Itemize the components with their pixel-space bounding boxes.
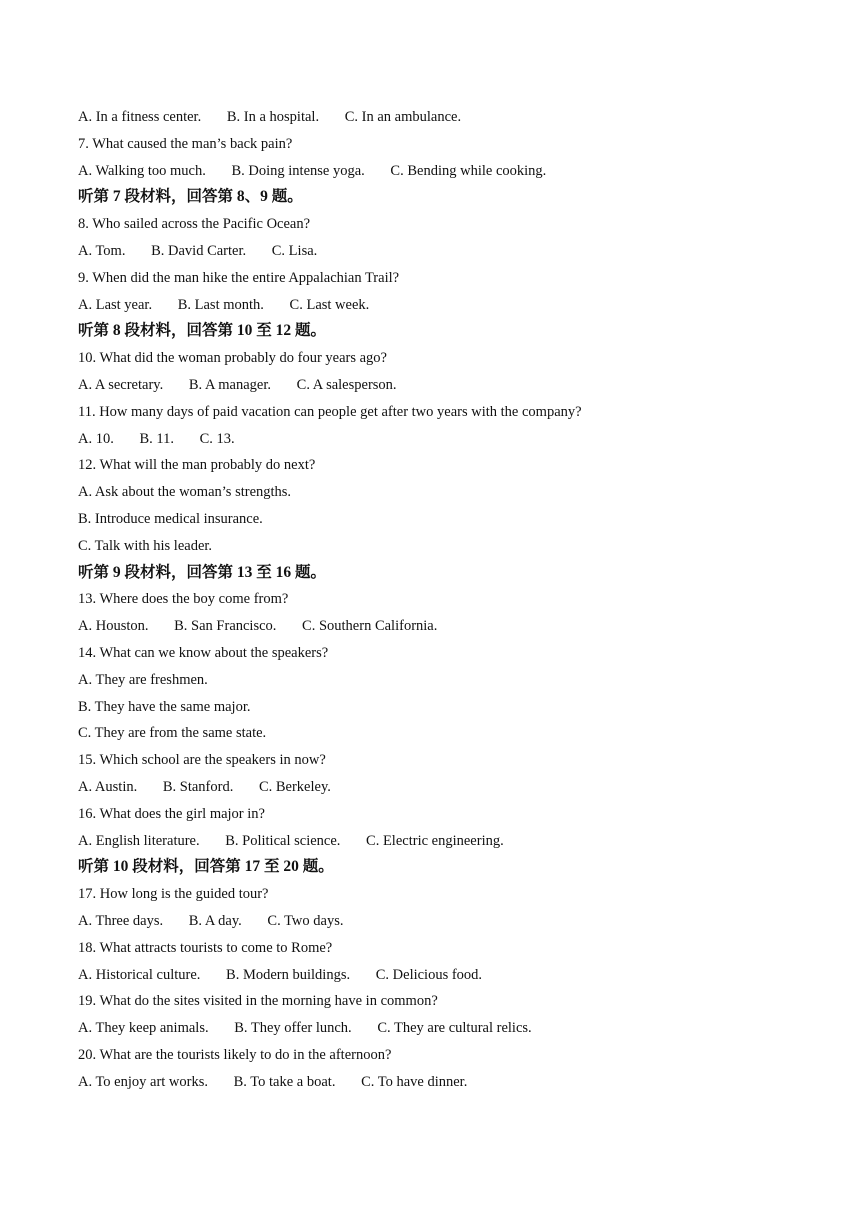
q18-option-b: B. Modern buildings. — [226, 966, 351, 983]
q13-question: 13. Where does the boy come from? — [78, 591, 289, 608]
q14-option-c: C. They are from the same state. — [78, 725, 267, 742]
q20-question: 20. What are the tourists likely to do in the afternoon? — [78, 1046, 392, 1063]
q11-option-c: C. 13. — [199, 430, 235, 447]
q15-option-a: A. Austin. — [78, 778, 138, 795]
section-7-heading: 听第 7 段材料，回答第 8、9 题。 — [78, 188, 303, 206]
q14-option-b: B. They have the same major. — [78, 698, 251, 715]
q14-option-a: A. They are freshmen. — [78, 671, 208, 688]
q9-option-a: A. Last year. — [78, 296, 153, 313]
q8-option-b: B. David Carter. — [151, 242, 247, 259]
section-9-heading: 听第 9 段材料，回答第 13 至 16 题。 — [78, 563, 327, 581]
q16-option-c: C. Electric engineering. — [366, 832, 504, 849]
q8-option-c: C. Lisa. — [271, 242, 318, 259]
q9-option-c: C. Last week. — [289, 296, 370, 313]
q8-question: 8. Who sailed across the Pacific Ocean? — [78, 216, 311, 233]
q13-option-c: C. Southern California. — [302, 618, 438, 635]
q10-options — [78, 372, 798, 399]
q7-option-b: B. Doing intense yoga. — [231, 162, 365, 179]
q16-options — [78, 828, 798, 855]
q10-option-c: C. A salesperson. — [296, 376, 397, 393]
q16-question: 16. What does the girl major in? — [78, 805, 265, 822]
q9-question: 9. When did the man hike the entire Appalachian Trail? — [78, 269, 400, 286]
q7-option-c: C. Bending while cooking. — [390, 162, 547, 179]
q13-options — [78, 613, 798, 640]
q10-option-a: A. A secretary. — [78, 376, 164, 393]
q13-option-a: A. Houston. — [78, 618, 149, 635]
q11-options — [78, 426, 798, 453]
q19-question: 19. What do the sites visited in the morning have in common? — [78, 993, 438, 1010]
q10-question: 10. What did the woman probably do four years ago? — [78, 350, 387, 367]
q18-option-a: A. Historical culture. — [78, 966, 201, 983]
q12-option-b: B. Introduce medical insurance. — [78, 510, 263, 527]
q16-option-a: A. English literature. — [78, 832, 200, 849]
q8-option-a: A. Tom. — [78, 242, 126, 259]
q20-option-b: B. To take a boat. — [233, 1073, 336, 1090]
q15-options — [78, 774, 798, 801]
q15-question: 15. Which school are the speakers in now? — [78, 752, 326, 769]
q19-options — [78, 1015, 798, 1042]
q7-options — [78, 158, 798, 185]
q14-question: 14. What can we know about the speakers? — [78, 644, 329, 661]
q17-options — [78, 908, 798, 935]
q19-option-c: C. They are cultural relics. — [377, 1020, 532, 1037]
q6-option-a: A. In a fitness center. — [78, 109, 202, 125]
q17-option-a: A. Three days. — [78, 912, 164, 929]
q6-option-b: B. In a hospital. — [226, 109, 320, 125]
q7-option-a: A. Walking too much. — [78, 162, 206, 179]
q17-option-c: C. Two days. — [267, 912, 344, 929]
q12-question: 12. What will the man probably do next? — [78, 457, 316, 474]
q6-option-c: C. In an ambulance. — [344, 109, 462, 125]
q18-question: 18. What attracts tourists to come to Rome? — [78, 939, 333, 956]
q15-option-c: C. Berkeley. — [258, 778, 331, 795]
q16-option-b: B. Political science. — [225, 832, 341, 849]
q17-question: 17. How long is the guided tour? — [78, 886, 269, 903]
section-8-heading: 听第 8 段材料，回答第 10 至 12 题。 — [78, 322, 327, 340]
q20-options — [78, 1069, 798, 1096]
q15-option-b: B. Stanford. — [162, 778, 234, 795]
q11-question: 11. How many days of paid vacation can people get after two years with the company? — [78, 403, 582, 420]
q19-option-a: A. They keep animals. — [78, 1020, 209, 1037]
listening-questions — [78, 104, 798, 1095]
q17-option-b: B. A day. — [188, 912, 242, 929]
q8-options — [78, 238, 798, 265]
q20-option-c: C. To have dinner. — [361, 1073, 468, 1090]
q19-option-b: B. They offer lunch. — [234, 1020, 352, 1037]
q20-option-a: A. To enjoy art works. — [78, 1073, 209, 1090]
q7-question: 7. What caused the man’s back pain? — [78, 135, 293, 152]
q11-option-b: B. 11. — [139, 430, 174, 447]
q11-option-a: A. 10. — [78, 430, 114, 447]
q10-option-b: B. A manager. — [188, 376, 272, 393]
q13-option-b: B. San Francisco. — [174, 618, 277, 635]
q9-options — [78, 292, 798, 319]
q18-options — [78, 962, 798, 989]
q6-options — [78, 104, 798, 131]
q9-option-b: B. Last month. — [177, 296, 264, 313]
section-10-heading: 听第 10 段材料，回答第 17 至 20 题。 — [78, 858, 334, 876]
q12-option-c: C. Talk with his leader. — [78, 537, 213, 554]
q12-option-a: A. Ask about the woman’s strengths. — [78, 484, 292, 501]
q18-option-c: C. Delicious food. — [375, 966, 483, 983]
